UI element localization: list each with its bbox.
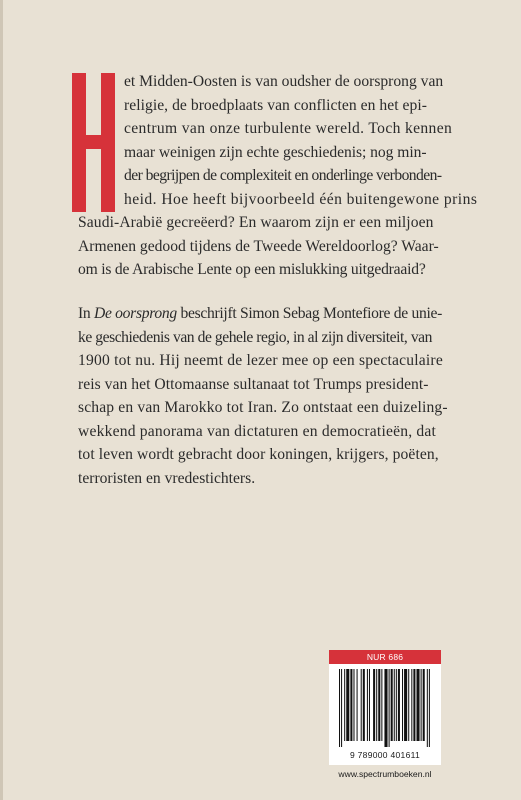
barcode-bar <box>427 669 428 747</box>
barcode-bars <box>338 669 434 747</box>
barcode-bar <box>378 669 380 741</box>
barcode-bar <box>423 669 425 741</box>
barcode-bar <box>384 669 387 747</box>
barcode-bar <box>369 669 370 741</box>
barcode-bar <box>381 669 382 741</box>
p2-line-1-rest: beschrijft Simon Sebag Montefiore de unie- <box>176 305 443 322</box>
barcode-bar <box>339 669 340 747</box>
barcode-bar <box>416 669 419 741</box>
barcode-bar <box>341 669 342 747</box>
barcode-bar <box>357 669 358 741</box>
barcode-box <box>329 650 441 765</box>
publisher-url[interactable]: www.spectrumboeken.nl <box>338 769 432 779</box>
p2-line: 1900 tot nu. Hij neemt de lezer mee op een spectaculaire <box>78 352 443 369</box>
barcode-bar <box>361 669 362 741</box>
nur-code: NUR 686 <box>329 650 441 664</box>
isbn-number: 9 789000 401611 <box>349 750 421 760</box>
barcode-bar <box>394 669 395 741</box>
p2-line: reis van het Ottomaanse sultanaat tot Trumps president- <box>78 376 429 393</box>
barcode-bar <box>389 669 390 747</box>
p2-line: terroristen en vredestichters. <box>78 470 256 487</box>
barcode-bar <box>344 669 345 741</box>
p1-line: maar weinigen zijn echte geschiedenis; nog min- <box>124 144 427 161</box>
p2-line: ke geschiedenis van de gehele regio, in al zijn diversiteit, van <box>78 329 432 346</box>
p2-line-1 <box>78 306 442 322</box>
p1-line: et Midden-Oosten is van oudsher de oorsprong van <box>124 73 444 90</box>
p1-line: der begrijpen de complexiteit en onderlinge verbonden- <box>124 167 442 184</box>
p1-line: Saudi-Arabië gecreëerd? En waarom zijn er een miljoen <box>78 214 434 231</box>
spine-edge <box>0 0 3 800</box>
barcode-bar <box>376 669 377 741</box>
barcode-bar <box>367 669 368 741</box>
p2-line: tot leven wordt gebracht door koningen, krijgers, poëten, <box>78 446 439 463</box>
book-title-italic: De oorsprong <box>94 305 177 322</box>
p1-line: heid. Hoe heeft bijvoorbeeld één buitengewone prins <box>124 191 478 208</box>
p1-line: Armenen gedood tijdens de Tweede Wereldoorlog? Waar- <box>78 238 439 255</box>
barcode-bar <box>373 669 375 741</box>
barcode-bar <box>346 669 349 741</box>
barcode-bar <box>398 669 400 741</box>
barcode-bar <box>413 669 415 741</box>
barcode-bar <box>429 669 430 747</box>
barcode-bar <box>353 669 354 741</box>
barcode-bar <box>408 669 409 741</box>
p2-line: schap en van Marokko tot Iran. Zo ontstaat een duizeling- <box>78 399 448 416</box>
barcode-bar <box>363 669 365 741</box>
p1-line: religie, de broedplaats van conflicten en het epi- <box>124 97 427 114</box>
barcode-bar <box>411 669 412 741</box>
p1-line: centrum van onze turbulente wereld. Toch kennen <box>124 120 453 137</box>
p2-intro: In <box>78 305 94 322</box>
barcode-bar <box>402 669 403 741</box>
barcode-bar <box>421 669 422 741</box>
p1-line: om is de Arabische Lente op een mislukking uitgedraaid? <box>78 261 426 278</box>
drop-cap-h <box>72 73 115 212</box>
barcode-bar <box>404 669 407 741</box>
barcode-bar <box>396 669 397 741</box>
barcode-bar <box>350 669 352 741</box>
barcode-bar <box>391 669 393 741</box>
p2-line: wekkend panorama van dictaturen en democratieën, dat <box>78 423 437 440</box>
